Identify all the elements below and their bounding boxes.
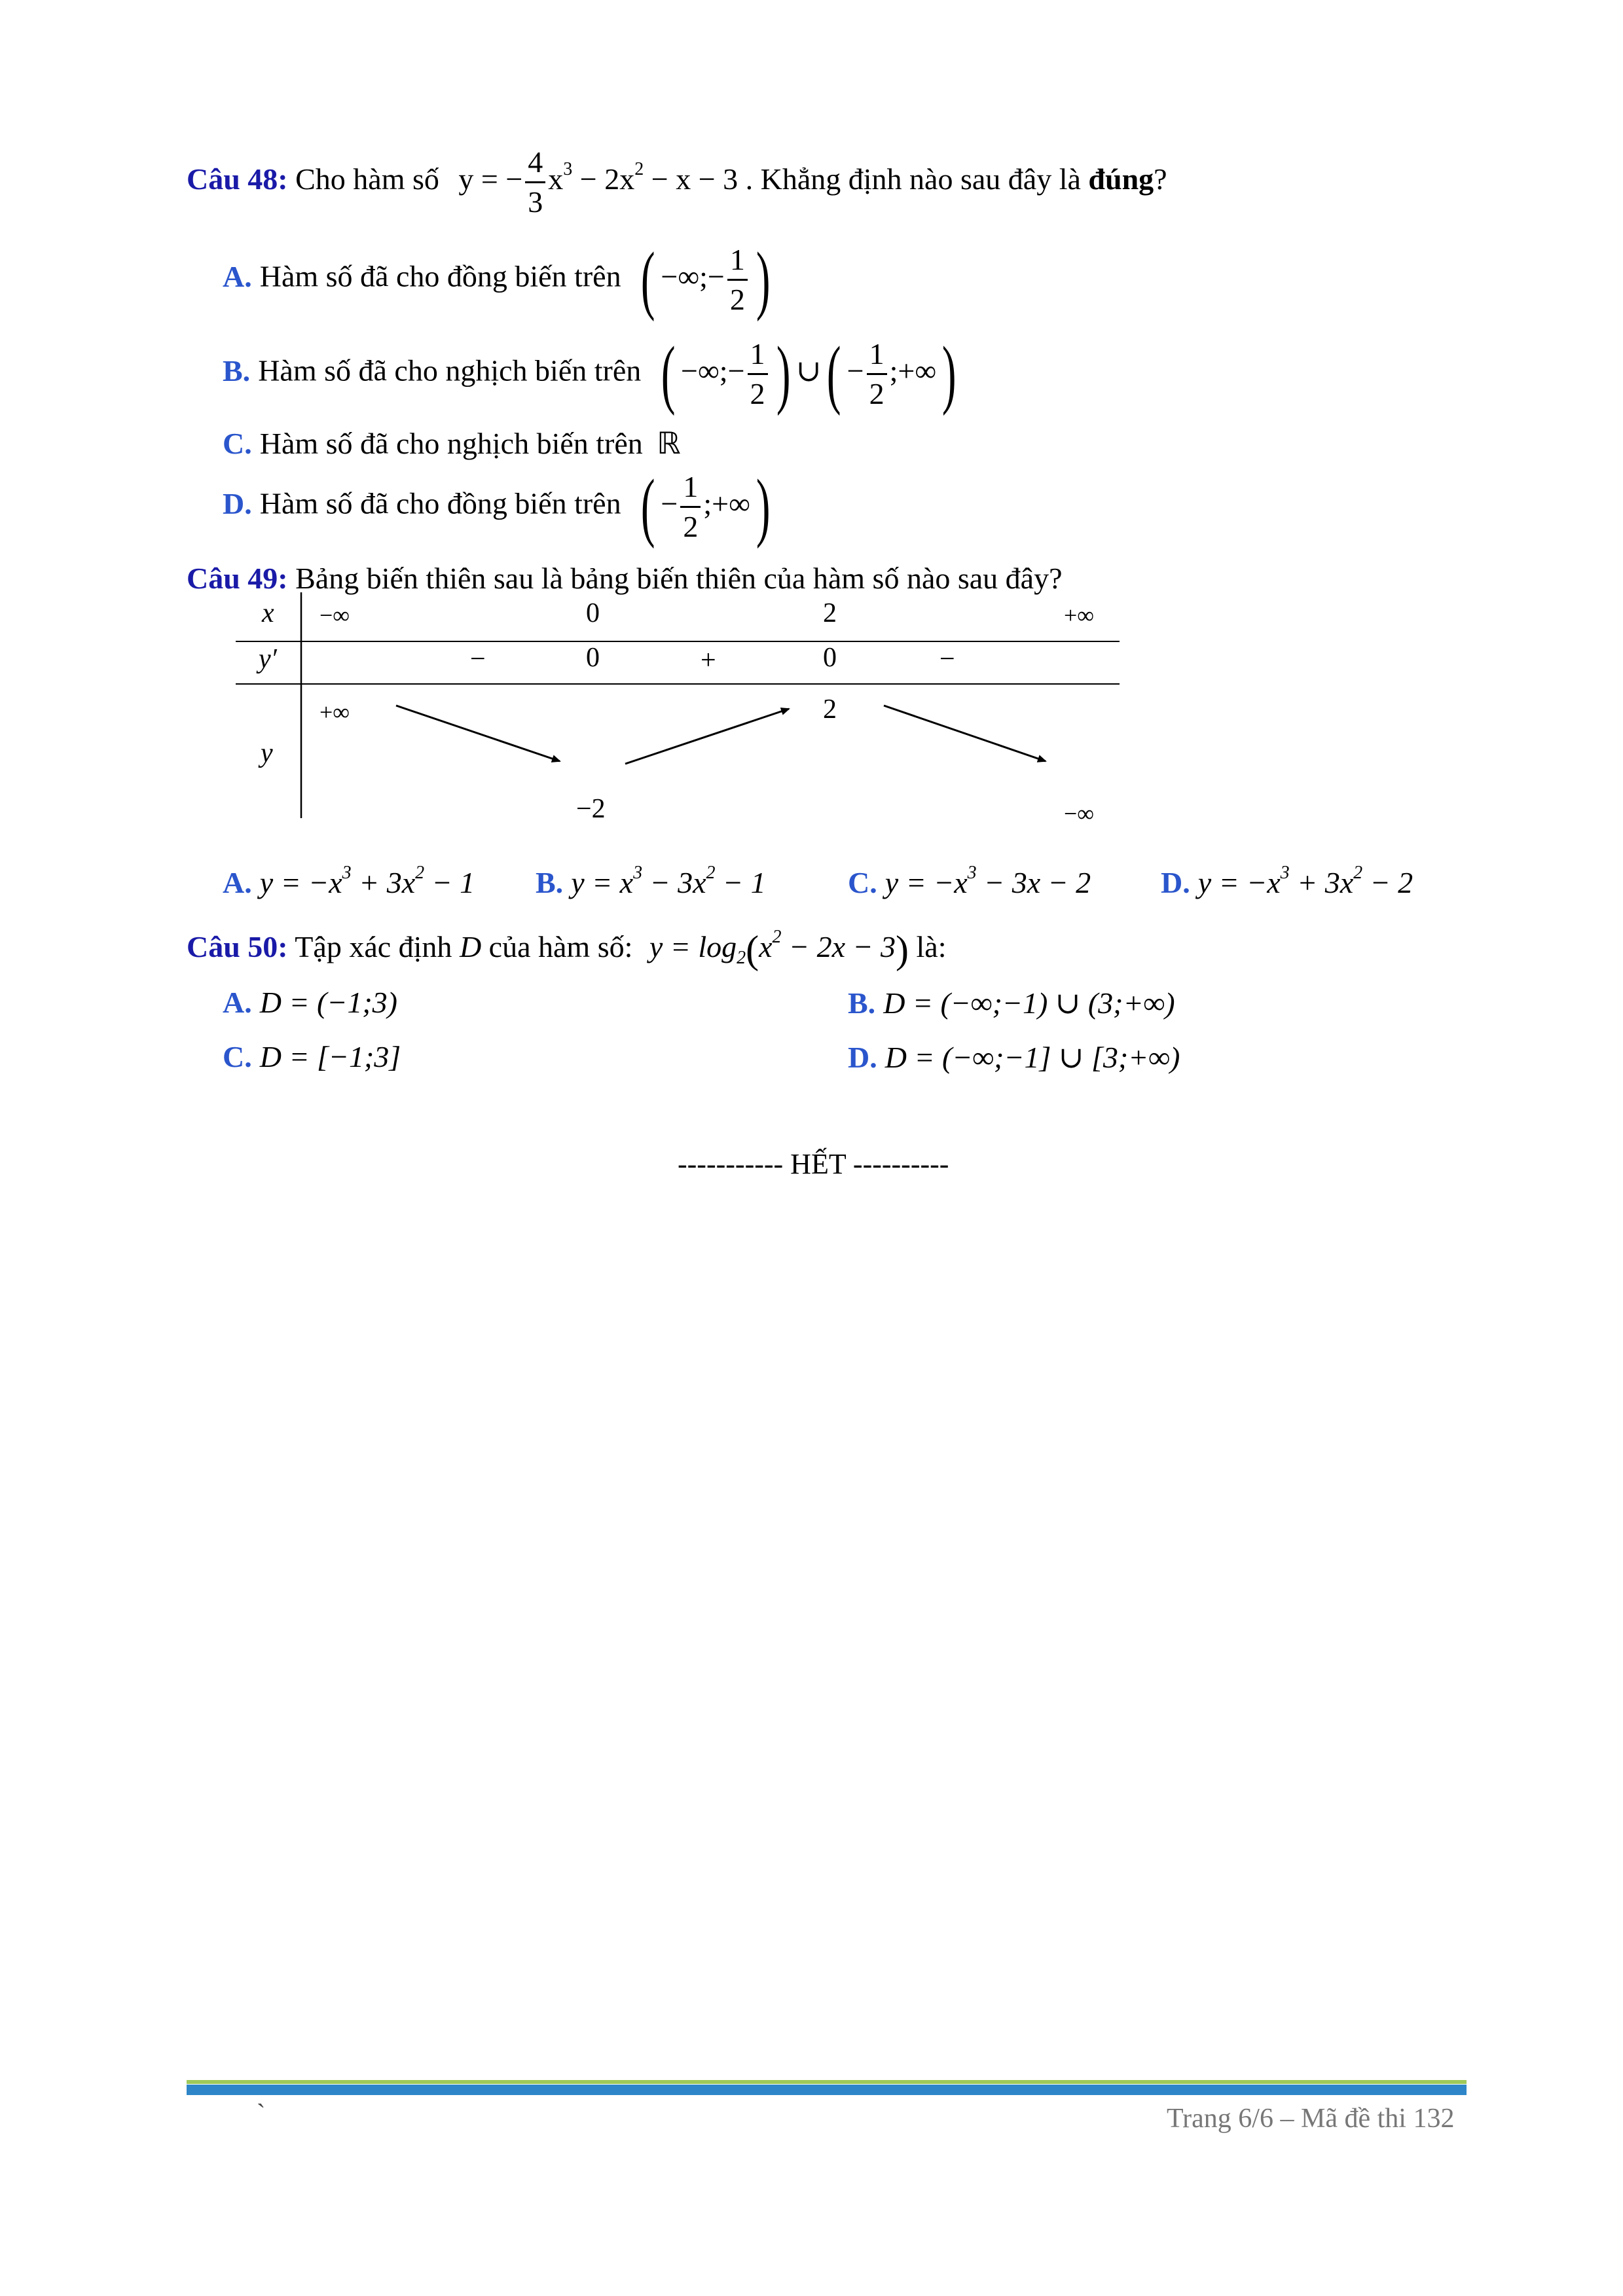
x-value: −∞: [319, 602, 350, 628]
option-48-d[interactable]: D. Hàm số đã cho đồng biến trên ( − $\frac{1}{2}$ ;+∞): [223, 468, 776, 545]
y-value: +∞: [319, 699, 350, 725]
footer-rule-blue: [187, 2085, 1467, 2095]
interval: ( −∞;− $\frac{1}{2}$ ): [640, 236, 771, 322]
question-intro: Cho hàm số: [295, 162, 439, 196]
option-49-a[interactable]: A. $y = -x^3 + 3x^2 - 1$: [223, 863, 475, 899]
y-prime-sign: −: [470, 644, 486, 674]
arrow-decreasing-1: [396, 706, 560, 761]
fraction: $\frac{4}{3}$: [525, 147, 545, 217]
footer-rule-green: [187, 2080, 1467, 2084]
option-49-b[interactable]: B. $y = x^3 - 3x^2 - 1$: [536, 863, 766, 899]
footer-backtick: `: [257, 2098, 266, 2128]
option-50-b[interactable]: B. D = (−∞;−1) ∪ (3;+∞): [848, 986, 1175, 1020]
variation-table-lines: [236, 592, 1126, 828]
question-label: Câu 48:: [187, 162, 288, 196]
function-expression: y = − $\frac{4}{3}$ $x^3 - 2x^2 - x - 3$: [458, 145, 739, 219]
option-50-a[interactable]: A. D = (−1;3): [223, 986, 397, 1019]
x-value: 2: [823, 598, 837, 628]
option-48-c[interactable]: C. Hàm số đã cho nghịch biến trên ℝ: [223, 425, 681, 461]
y-prime-sign: −: [939, 644, 955, 674]
interval: ( −∞;− $\frac{1}{2}$ ) ∪( − $\frac{1}{2}$ ;+∞): [661, 331, 957, 416]
x-value: 0: [586, 598, 600, 628]
y-value: −2: [576, 794, 606, 824]
y-prime-value: 0: [586, 643, 600, 673]
y-value: −∞: [1064, 800, 1094, 827]
y-value: 2: [823, 694, 837, 725]
question-49: Câu 49: Bảng biến thiên sau là bảng biến thiên của hàm số nào sau đây?: [187, 562, 1063, 595]
row-label-x: x: [262, 598, 274, 628]
question-48: Câu 48: Cho hàm số y = − $\frac{4}{3}$ $x^3 - 2x^2 - x - 3$ . Khẳng định nào sau đây là đúng?: [187, 145, 1167, 219]
reals-symbol: ℝ: [657, 425, 681, 461]
question-label: Câu 49:: [187, 562, 288, 595]
row-label-y: y: [261, 738, 273, 768]
y-prime-value: 0: [823, 643, 837, 673]
option-49-c[interactable]: C. $y = -x^3 - 3x - 2$: [848, 863, 1091, 899]
option-48-a[interactable]: A. Hàm số đã cho đồng biến trên ( −∞;− $\frac{1}{2}$ ): [223, 241, 776, 318]
row-label-y-prime: y′: [259, 644, 277, 674]
interval: ( − $\frac{1}{2}$ ;+∞): [640, 463, 771, 549]
y-prime-sign: +: [701, 645, 716, 675]
arrow-decreasing-2: [884, 706, 1046, 761]
option-49-d[interactable]: D. $y = -x^3 + 3x^2 - 2$: [1161, 863, 1413, 899]
option-48-b[interactable]: B. Hàm số đã cho nghịch biến trên ( −∞;− $\frac{1}{2}$ ) ∪( − $\frac{1}{2}$ ;+∞): [223, 335, 962, 412]
arrow-increasing: [625, 709, 789, 764]
variation-table: [236, 592, 1126, 828]
option-50-d[interactable]: D. D = (−∞;−1] ∪ [3;+∞): [848, 1041, 1180, 1074]
function-expression: $y = \log_2(x^2 - 2x - 3)$: [649, 927, 909, 971]
question-label: Câu 50:: [187, 930, 288, 964]
page-info: Trang 6/6 – Mã đề thi 132: [1167, 2104, 1455, 2134]
option-50-c[interactable]: C. D = [−1;3]: [223, 1040, 401, 1073]
question-50: Câu 50: Tập xác định D của hàm số: $y = \log_2(x^2 - 2x - 3)$ là:: [187, 927, 947, 971]
x-value: +∞: [1064, 602, 1094, 628]
end-marker: ----------- HẾT ----------: [678, 1148, 949, 1180]
